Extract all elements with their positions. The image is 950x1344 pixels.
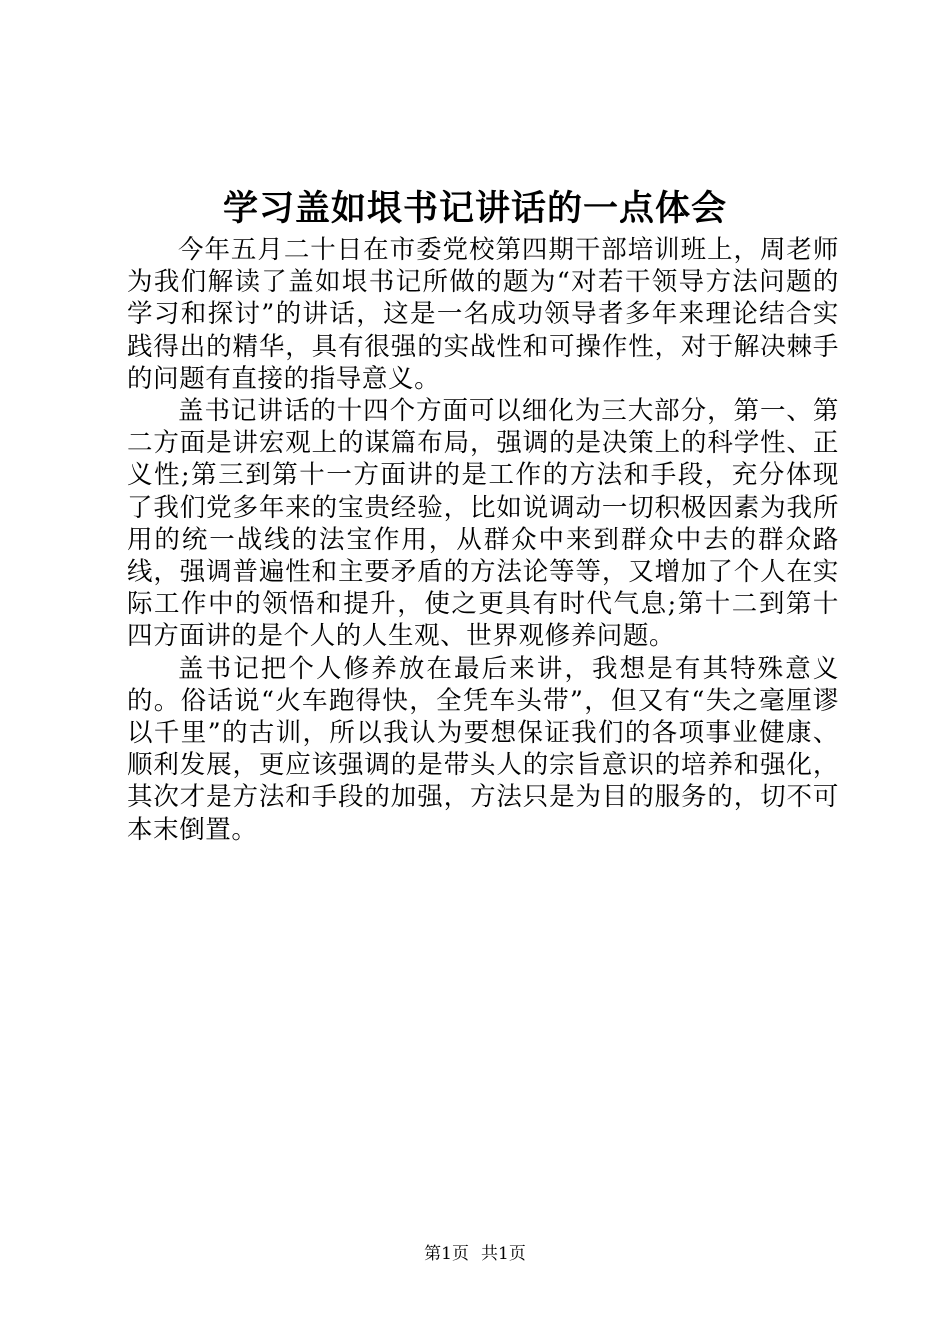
page-footer	[0, 1243, 950, 1265]
paragraph-1: 今年五月二十日在市委党校第四期干部培训班上，周老师为我们解读了盖如垠书记所做的题为“对若干领导方法问题的学习和探讨”的讲话，这是一名成功领导者多年来理论结合实践得出的精华，具有很强的实战性和可操作性，对于解决棘手的问题有直接的指导意义。	[127, 235, 839, 394]
paragraph-3: 盖书记把个人修养放在最后来讲，我想是有其特殊意义的。俗话说“火车跑得快，全凭车头带”，但又有“失之毫厘谬以千里”的古训，所以我认为要想保证我们的各项事业健康、顺利发展，更应该强调的是带头人的宗旨意识的培养和强化，其次才是方法和手段的加强，方法只是为目的服务的，切不可本末倒置。	[127, 653, 839, 845]
page-number: 第1页	[424, 1244, 469, 1264]
document-title: 学习盖如垠书记讲话的一点体会	[222, 188, 727, 229]
document-body	[127, 234, 839, 846]
page-total: 共1页	[481, 1244, 526, 1264]
paragraph-2: 盖书记讲话的十四个方面可以细化为三大部分，第一、第二方面是讲宏观上的谋篇布局，强调的是决策上的科学性、正义性;第三到第十一方面讲的是工作的方法和手段，充分体现了我们党多年来的宝贵经验，比如说调动一切积极因素为我所用的统一战线的法宝作用，从群众中来到群众中去的群众路线，强调普遍性和主要矛盾的方法论等等，又增加了个人在实际工作中的领悟和提升，使之更具有时代气息;第十二到第十四方面讲的是个人的人生观、世界观修养问题。	[127, 396, 839, 652]
